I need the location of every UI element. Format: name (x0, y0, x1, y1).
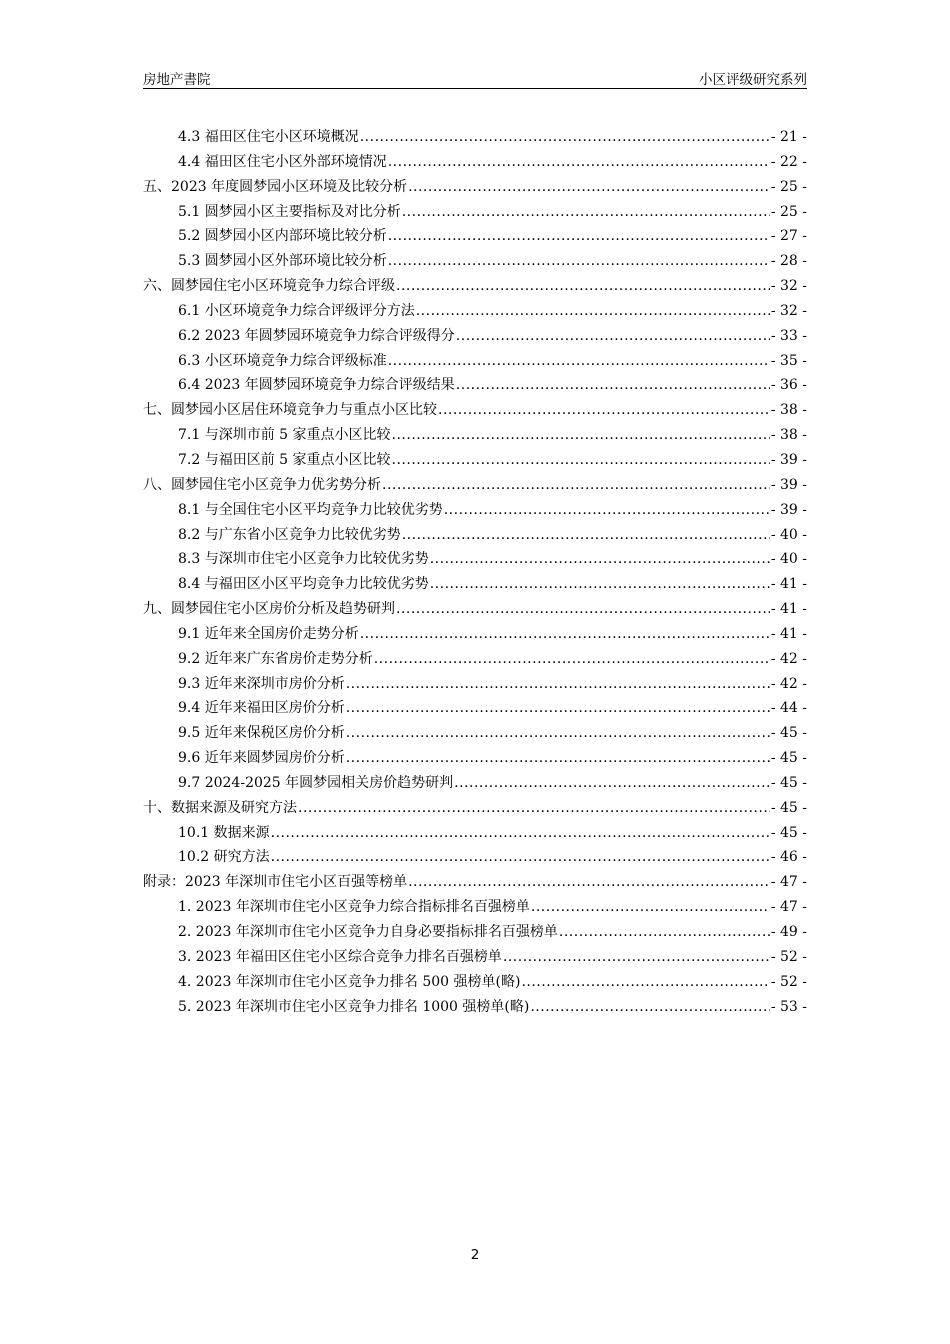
toc-entry[interactable] (143, 821, 807, 846)
toc-entry-page: - 42 - (770, 675, 807, 692)
toc-entry-page: - 38 - (770, 402, 807, 419)
toc-dot-leader (408, 870, 770, 895)
toc-dot-leader (454, 771, 770, 796)
toc-entry[interactable] (143, 274, 807, 299)
toc-entry-page: - 41 - (770, 625, 807, 642)
toc-dot-leader (271, 821, 770, 846)
toc-entry-title: 9.1 近年来全国房价走势分析 (178, 625, 359, 642)
toc-entry[interactable] (143, 200, 807, 225)
toc-entry-page: - 25 - (770, 178, 807, 195)
toc-entry-page: - 28 - (770, 253, 807, 270)
toc-entry-title: 4. 2023 年深圳市住宅小区竞争力排名 500 强榜单(略) (178, 973, 521, 990)
toc-entry-title: 9.6 近年来圆梦园房价分析 (178, 750, 345, 767)
toc-entry-title: 5. 2023 年深圳市住宅小区竞争力排名 1000 强榜单(略) (178, 998, 530, 1015)
toc-entry-title: 十、数据来源及研究方法 (143, 799, 297, 816)
toc-entry-title: 1. 2023 年深圳市住宅小区竞争力综合指标排名百强榜单 (178, 899, 530, 916)
toc-entry-page: - 25 - (770, 203, 807, 220)
toc-entry[interactable] (143, 622, 807, 647)
toc-entry-page: - 44 - (770, 700, 807, 717)
toc-entry-page: - 52 - (770, 973, 807, 990)
toc-entry[interactable] (143, 224, 807, 249)
toc-dot-leader (559, 920, 770, 945)
toc-dot-leader (374, 647, 770, 672)
toc-entry[interactable] (143, 970, 807, 995)
toc-entry[interactable] (143, 423, 807, 448)
toc-entry-title: 9.7 2024-2025 年圆梦园相关房价趋势研判 (178, 774, 454, 791)
toc-entry-page: - 32 - (770, 302, 807, 319)
toc-entry[interactable] (143, 721, 807, 746)
toc-dot-leader (360, 125, 770, 150)
toc-dot-leader (298, 796, 770, 821)
toc-dot-leader (521, 970, 769, 995)
toc-entry[interactable] (143, 845, 807, 870)
toc-entry-page: - 41 - (770, 576, 807, 593)
toc-dot-leader (346, 696, 770, 721)
toc-entry-page: - 46 - (770, 849, 807, 866)
toc-entry-title: 10.2 研究方法 (178, 849, 270, 866)
toc-entry-title: 3. 2023 年福田区住宅小区综合竞争力排名百强榜单 (178, 948, 502, 965)
toc-dot-leader (402, 523, 770, 548)
toc-entry-page: - 33 - (770, 327, 807, 344)
toc-dot-leader (531, 895, 770, 920)
toc-entry-page: - 45 - (770, 799, 807, 816)
toc-entry-title: 五、2023 年度圆梦园小区环境及比较分析 (143, 178, 408, 195)
toc-entry[interactable] (143, 995, 807, 1020)
toc-entry[interactable] (143, 175, 807, 200)
toc-entry[interactable] (143, 597, 807, 622)
toc-dot-leader (346, 746, 770, 771)
toc-entry-page: - 52 - (770, 948, 807, 965)
toc-entry-title: 9.2 近年来广东省房价走势分析 (178, 650, 373, 667)
table-of-contents (143, 125, 807, 1019)
toc-entry-title: 10.1 数据来源 (178, 824, 270, 841)
toc-entry[interactable] (143, 572, 807, 597)
toc-dot-leader (271, 845, 770, 870)
toc-entry-page: - 40 - (770, 551, 807, 568)
toc-entry-page: - 39 - (770, 501, 807, 518)
toc-entry-title: 9.4 近年来福田区房价分析 (178, 700, 345, 717)
toc-entry[interactable] (143, 249, 807, 274)
toc-entry-title: 8.4 与福田区小区平均竞争力比较优劣势 (178, 576, 429, 593)
toc-dot-leader (408, 175, 770, 200)
toc-entry[interactable] (143, 299, 807, 324)
toc-dot-leader (430, 547, 770, 572)
toc-dot-leader (392, 423, 770, 448)
toc-entry-page: - 53 - (770, 998, 807, 1015)
toc-dot-leader (382, 473, 770, 498)
toc-entry[interactable] (143, 647, 807, 672)
toc-entry-title: 六、圆梦园住宅小区环境竞争力综合评级 (143, 278, 395, 295)
toc-dot-leader (444, 498, 770, 523)
page-number: 2 (470, 1247, 480, 1263)
toc-entry-page: - 27 - (770, 228, 807, 245)
toc-entry-title: 6.1 小区环境竞争力综合评级评分方法 (178, 302, 415, 319)
toc-entry[interactable] (143, 125, 807, 150)
toc-entry-page: - 47 - (770, 874, 807, 891)
toc-dot-leader (392, 448, 770, 473)
toc-entry[interactable] (143, 672, 807, 697)
toc-entry-title: 7.2 与福田区前 5 家重点小区比较 (178, 451, 391, 468)
toc-entry[interactable] (143, 523, 807, 548)
toc-dot-leader (396, 274, 770, 299)
toc-entry[interactable] (143, 448, 807, 473)
toc-entry[interactable] (143, 398, 807, 423)
toc-dot-leader (503, 945, 770, 970)
toc-entry-page: - 38 - (770, 427, 807, 444)
header-publisher: 房地产書院 (143, 72, 211, 88)
toc-entry-title: 7.1 与深圳市前 5 家重点小区比较 (178, 427, 391, 444)
toc-entry-title: 8.2 与广东省小区竞争力比较优劣势 (178, 526, 401, 543)
toc-entry-page: - 22 - (770, 153, 807, 170)
toc-dot-leader (438, 398, 770, 423)
toc-dot-leader (530, 995, 769, 1020)
toc-dot-leader (346, 672, 770, 697)
toc-entry-title: 9.3 近年来深圳市房价分析 (178, 675, 345, 692)
toc-entry-title: 6.3 小区环境竞争力综合评级标准 (178, 352, 387, 369)
toc-entry[interactable] (143, 547, 807, 572)
toc-entry-title: 8.3 与深圳市住宅小区竞争力比较优劣势 (178, 551, 429, 568)
toc-entry[interactable] (143, 498, 807, 523)
toc-dot-leader (388, 249, 770, 274)
toc-entry[interactable] (143, 373, 807, 398)
toc-entry-title: 9.5 近年来保税区房价分析 (178, 725, 345, 742)
toc-dot-leader (388, 150, 770, 175)
toc-entry[interactable] (143, 349, 807, 374)
toc-entry[interactable] (143, 895, 807, 920)
toc-entry-title: 6.4 2023 年圆梦园环境竞争力综合评级结果 (178, 377, 455, 394)
toc-entry-title: 2. 2023 年深圳市住宅小区竞争力自身必要指标排名百强榜单 (178, 924, 558, 940)
toc-dot-leader (456, 373, 770, 398)
toc-entry-page: - 49 - (770, 924, 807, 940)
toc-entry-title: 九、圆梦园住宅小区房价分析及趋势研判 (143, 601, 395, 618)
toc-dot-leader (456, 324, 770, 349)
toc-entry[interactable] (143, 150, 807, 175)
toc-entry-title: 4.4 福田区住宅小区外部环境情况 (178, 153, 387, 170)
toc-entry-page: - 32 - (770, 278, 807, 295)
toc-entry-page: - 36 - (770, 377, 807, 394)
toc-entry-page: - 45 - (770, 824, 807, 841)
toc-entry-page: - 47 - (770, 899, 807, 916)
toc-entry-page: - 21 - (770, 129, 807, 145)
toc-entry[interactable] (143, 473, 807, 498)
toc-dot-leader (388, 224, 770, 249)
toc-entry[interactable] (143, 945, 807, 970)
toc-entry-page: - 39 - (770, 451, 807, 468)
toc-entry-title: 8.1 与全国住宅小区平均竞争力比较优劣势 (178, 501, 443, 518)
toc-entry[interactable] (143, 696, 807, 721)
toc-entry[interactable] (143, 324, 807, 349)
toc-entry-page: - 40 - (770, 526, 807, 543)
toc-entry-page: - 45 - (770, 774, 807, 791)
toc-entry-page: - 39 - (770, 476, 807, 493)
toc-entry-title: 八、圆梦园住宅小区竞争力优劣势分析 (143, 476, 381, 493)
toc-entry[interactable] (143, 870, 807, 895)
toc-entry-page: - 35 - (770, 352, 807, 369)
toc-dot-leader (396, 597, 770, 622)
toc-entry-title: 七、圆梦园小区居住环境竞争力与重点小区比较 (143, 402, 437, 419)
toc-dot-leader (346, 721, 770, 746)
toc-entry-page: - 42 - (770, 650, 807, 667)
page-header (143, 68, 807, 89)
toc-entry-page: - 45 - (770, 725, 807, 742)
toc-entry-page: - 45 - (770, 750, 807, 767)
toc-entry-title: 附录：2023 年深圳市住宅小区百强等榜单 (143, 874, 408, 891)
toc-entry-title: 5.3 圆梦园小区外部环境比较分析 (178, 253, 387, 270)
toc-entry-page: - 41 - (770, 601, 807, 618)
header-series-title: 小区评级研究系列 (699, 72, 807, 88)
toc-dot-leader (388, 349, 770, 374)
toc-entry[interactable] (143, 920, 807, 945)
toc-entry-title: 4.3 福田区住宅小区环境概况 (178, 129, 359, 145)
toc-entry[interactable] (143, 796, 807, 821)
toc-entry[interactable] (143, 746, 807, 771)
toc-dot-leader (430, 572, 770, 597)
toc-dot-leader (360, 622, 770, 647)
toc-entry-title: 5.2 圆梦园小区内部环境比较分析 (178, 228, 387, 245)
toc-entry[interactable] (143, 771, 807, 796)
toc-entry-title: 5.1 圆梦园小区主要指标及对比分析 (178, 203, 401, 220)
toc-dot-leader (416, 299, 770, 324)
toc-dot-leader (402, 200, 770, 225)
toc-entry-title: 6.2 2023 年圆梦园环境竞争力综合评级得分 (178, 327, 455, 344)
